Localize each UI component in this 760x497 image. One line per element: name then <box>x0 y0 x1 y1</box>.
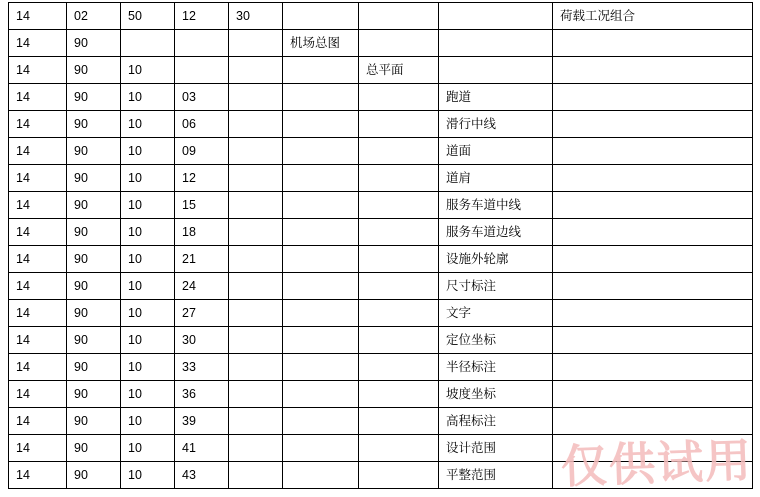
table-cell <box>283 435 359 462</box>
table-cell: 14 <box>9 273 67 300</box>
table-cell <box>553 138 753 165</box>
table-cell <box>359 435 439 462</box>
table-cell: 定位坐标 <box>439 327 553 354</box>
table-cell: 10 <box>121 84 175 111</box>
table-cell <box>229 273 283 300</box>
table-cell: 14 <box>9 462 67 489</box>
table-cell <box>553 165 753 192</box>
table-cell: 机场总图 <box>283 30 359 57</box>
table-cell <box>553 435 753 462</box>
table-cell: 02 <box>67 3 121 30</box>
table-cell: 道肩 <box>439 165 553 192</box>
table-cell: 10 <box>121 327 175 354</box>
table-row <box>9 408 753 435</box>
table-cell: 90 <box>67 300 121 327</box>
table-cell <box>283 138 359 165</box>
table-cell: 尺寸标注 <box>439 273 553 300</box>
table-cell <box>359 246 439 273</box>
table-cell <box>283 381 359 408</box>
table-cell: 12 <box>175 3 229 30</box>
table-cell <box>283 57 359 84</box>
table-cell: 90 <box>67 273 121 300</box>
table-cell <box>553 57 753 84</box>
table-cell: 10 <box>121 462 175 489</box>
table-cell: 09 <box>175 138 229 165</box>
table-cell: 14 <box>9 354 67 381</box>
table-cell <box>553 84 753 111</box>
table-cell: 14 <box>9 84 67 111</box>
table-cell <box>553 300 753 327</box>
table-cell: 10 <box>121 219 175 246</box>
table-cell <box>229 57 283 84</box>
table-cell <box>229 300 283 327</box>
table-cell: 10 <box>121 354 175 381</box>
table-row <box>9 30 753 57</box>
table-row <box>9 111 753 138</box>
table-row <box>9 219 753 246</box>
table-cell: 36 <box>175 381 229 408</box>
table-cell: 33 <box>175 354 229 381</box>
table-cell: 14 <box>9 408 67 435</box>
table-cell: 90 <box>67 408 121 435</box>
table-row <box>9 327 753 354</box>
table-cell <box>175 30 229 57</box>
table-cell: 90 <box>67 327 121 354</box>
table-cell <box>359 408 439 435</box>
table-cell <box>121 30 175 57</box>
table-cell <box>359 354 439 381</box>
table-cell: 12 <box>175 165 229 192</box>
table-cell: 24 <box>175 273 229 300</box>
table-cell <box>359 3 439 30</box>
table-cell: 平整范围 <box>439 462 553 489</box>
table-cell <box>359 327 439 354</box>
table-cell <box>229 138 283 165</box>
table-cell: 服务车道中线 <box>439 192 553 219</box>
table-cell: 14 <box>9 138 67 165</box>
table-cell <box>359 381 439 408</box>
table-cell: 10 <box>121 138 175 165</box>
table-row <box>9 57 753 84</box>
table-cell: 10 <box>121 165 175 192</box>
table-cell: 10 <box>121 57 175 84</box>
table-row <box>9 192 753 219</box>
table-cell <box>229 165 283 192</box>
table-cell <box>359 111 439 138</box>
table-cell <box>553 408 753 435</box>
table-cell: 10 <box>121 408 175 435</box>
table-cell <box>229 111 283 138</box>
table-cell <box>229 84 283 111</box>
table-cell: 27 <box>175 300 229 327</box>
table-cell: 14 <box>9 111 67 138</box>
table-cell: 90 <box>67 57 121 84</box>
table-cell: 10 <box>121 273 175 300</box>
table-cell: 90 <box>67 219 121 246</box>
table-cell: 14 <box>9 3 67 30</box>
table-cell: 18 <box>175 219 229 246</box>
table-cell <box>229 246 283 273</box>
table-cell: 90 <box>67 30 121 57</box>
table-cell: 30 <box>229 3 283 30</box>
table-cell <box>439 57 553 84</box>
table-cell: 14 <box>9 435 67 462</box>
table-cell <box>439 30 553 57</box>
table-cell: 10 <box>121 111 175 138</box>
table-cell <box>553 273 753 300</box>
table-cell: 服务车道边线 <box>439 219 553 246</box>
table-cell: 10 <box>121 246 175 273</box>
table-cell <box>283 327 359 354</box>
table-cell <box>553 327 753 354</box>
table-cell <box>553 381 753 408</box>
table-cell: 设计范围 <box>439 435 553 462</box>
table-cell <box>283 300 359 327</box>
table-cell: 10 <box>121 435 175 462</box>
table-cell <box>359 273 439 300</box>
table-cell: 14 <box>9 219 67 246</box>
table-cell: 50 <box>121 3 175 30</box>
drawing-code-table <box>8 2 753 489</box>
table-row <box>9 84 753 111</box>
table-cell <box>359 192 439 219</box>
table-cell: 文字 <box>439 300 553 327</box>
table-cell: 14 <box>9 192 67 219</box>
table-cell: 道面 <box>439 138 553 165</box>
table-cell <box>553 192 753 219</box>
table-cell: 坡度坐标 <box>439 381 553 408</box>
table-cell <box>283 219 359 246</box>
table-cell <box>229 192 283 219</box>
table-cell <box>359 138 439 165</box>
table-cell: 90 <box>67 435 121 462</box>
table-cell <box>439 3 553 30</box>
table-cell <box>359 219 439 246</box>
table-cell <box>553 354 753 381</box>
table-cell: 14 <box>9 246 67 273</box>
table-cell <box>553 462 753 489</box>
table-cell <box>283 111 359 138</box>
table-cell <box>229 219 283 246</box>
table-cell: 14 <box>9 381 67 408</box>
table-cell: 半径标注 <box>439 354 553 381</box>
table-cell <box>175 57 229 84</box>
table-cell <box>283 462 359 489</box>
table-cell <box>283 84 359 111</box>
table-cell <box>359 462 439 489</box>
table-cell: 14 <box>9 327 67 354</box>
table-cell: 90 <box>67 192 121 219</box>
table-cell: 90 <box>67 246 121 273</box>
table-cell: 90 <box>67 84 121 111</box>
table-row <box>9 273 753 300</box>
table-cell: 41 <box>175 435 229 462</box>
table-cell <box>229 435 283 462</box>
table-cell <box>359 165 439 192</box>
table-cell <box>283 165 359 192</box>
table-cell: 06 <box>175 111 229 138</box>
table-cell: 高程标注 <box>439 408 553 435</box>
table-body <box>9 3 753 489</box>
table-cell <box>359 300 439 327</box>
table-cell: 90 <box>67 354 121 381</box>
table-row <box>9 165 753 192</box>
table-cell <box>229 381 283 408</box>
table-row <box>9 354 753 381</box>
table-cell: 39 <box>175 408 229 435</box>
table-cell <box>229 327 283 354</box>
table-cell: 14 <box>9 57 67 84</box>
table-cell: 14 <box>9 300 67 327</box>
watermark-text: 仅供试用 <box>560 433 754 494</box>
table-cell: 滑行中线 <box>439 111 553 138</box>
table-cell <box>283 192 359 219</box>
table-cell: 90 <box>67 462 121 489</box>
table-cell: 14 <box>9 30 67 57</box>
table-cell: 03 <box>175 84 229 111</box>
table-cell <box>229 354 283 381</box>
table-cell <box>283 246 359 273</box>
table-cell <box>283 273 359 300</box>
table-row <box>9 462 753 489</box>
table-cell <box>283 408 359 435</box>
table-cell: 总平面 <box>359 57 439 84</box>
table-cell <box>359 84 439 111</box>
table-cell <box>229 30 283 57</box>
table-row <box>9 435 753 462</box>
table-cell: 43 <box>175 462 229 489</box>
table-cell <box>553 30 753 57</box>
table-cell: 90 <box>67 381 121 408</box>
table-cell: 设施外轮廓 <box>439 246 553 273</box>
table-cell <box>229 462 283 489</box>
table-cell <box>283 3 359 30</box>
table-cell: 10 <box>121 300 175 327</box>
table-row <box>9 3 753 30</box>
table-cell <box>553 111 753 138</box>
table-cell: 荷载工况组合 <box>553 3 753 30</box>
table-row <box>9 300 753 327</box>
table-cell: 30 <box>175 327 229 354</box>
table-cell: 跑道 <box>439 84 553 111</box>
table-cell <box>229 408 283 435</box>
table-cell: 90 <box>67 138 121 165</box>
table-row <box>9 381 753 408</box>
table-cell <box>359 30 439 57</box>
table-cell <box>283 354 359 381</box>
table-cell: 10 <box>121 381 175 408</box>
table-cell: 15 <box>175 192 229 219</box>
table-cell <box>553 219 753 246</box>
table-cell: 14 <box>9 165 67 192</box>
table-cell <box>553 246 753 273</box>
table-cell: 10 <box>121 192 175 219</box>
table-cell: 90 <box>67 165 121 192</box>
table-cell: 21 <box>175 246 229 273</box>
table-cell: 90 <box>67 111 121 138</box>
table-row <box>9 138 753 165</box>
table-row <box>9 246 753 273</box>
